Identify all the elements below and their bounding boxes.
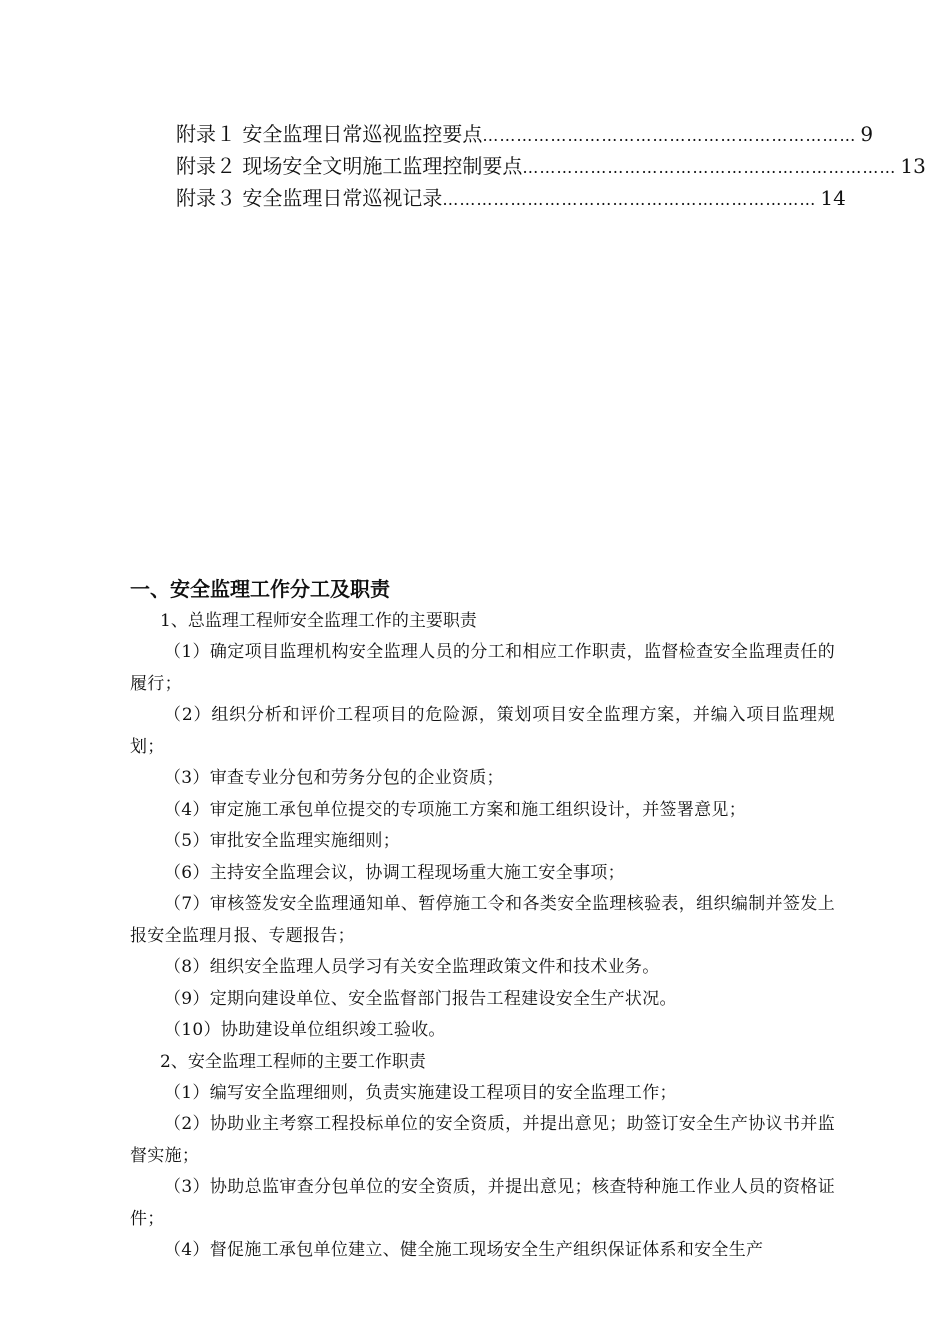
toc-entry-label: 附录２ 现场安全文明施工监理控制要点 [176,154,523,178]
section-heading: 一、安全监理工作分工及职责 [130,577,390,601]
toc-entry-appendix-1[interactable] [176,118,874,150]
duty-item: （2）组织分析和评价工程项目的危险源，策划项目安全监理方案，并编入项目监理规划； [130,705,835,757]
duty-item: （4）审定施工承包单位提交的专项施工方案和施工组织设计，并签署意见； [164,799,747,820]
toc-leader-dots: ………………………………………………………… [522,158,897,177]
duty-item: （1）编写安全监理细则，负责实施建设工程项目的安全监理工作； [164,1082,677,1103]
document-body [130,572,835,1267]
duty-item: （9）定期向建设单位、安全监督部门报告工程建设安全生产状况。 [164,988,677,1009]
toc-leader-dots: ………………………………………………………… [442,190,817,209]
duty-item: （8）组织安全监理人员学习有关安全监理政策文件和技术业务。 [164,957,660,977]
subsection-heading-chief-engineer: 1、总监理工程师安全监理工作的主要职责 [160,611,477,631]
duty-item: （2）协助业主考察工程投标单位的安全资质，并提出意见；助签订安全生产协议书并监督实施； [130,1114,835,1166]
appendix-toc [176,118,926,214]
duty-item: （5）审批安全监理实施细则； [164,831,401,851]
duty-item: （3）审查专业分包和劳务分包的企业资质； [164,768,504,788]
toc-page-number: 14 [820,186,846,210]
toc-leader-dots: ………………………………………………………… [482,126,857,145]
toc-entry-appendix-3[interactable] [176,182,846,214]
toc-page-number: 9 [860,122,874,146]
toc-page-number: 13 [900,154,926,178]
toc-entry-appendix-2[interactable] [176,150,926,182]
duty-item: （10）协助建设单位组织竣工验收。 [164,1020,446,1040]
toc-entry-label: 附录３ 安全监理日常巡视记录 [176,186,443,210]
duty-item: （6）主持安全监理会议，协调工程现场重大施工安全事项； [164,862,625,883]
duty-item: （3）协助总监审查分包单位的安全资质，并提出意见；核查特种施工作业人员的资格证件； [130,1177,835,1229]
duty-item: （1）确定项目监理机构安全监理人员的分工和相应工作职责，监督检查安全监理责任的履行； [130,642,835,694]
duty-item: （7）审核签发安全监理通知单、暂停施工令和各类安全监理核验表，组织编制并签发上报安全监理月报、专题报告； [130,894,835,946]
duty-item: （4）督促施工承包单位建立、健全施工现场安全生产组织保证体系和安全生产 [164,1240,764,1260]
toc-entry-label: 附录１ 安全监理日常巡视监控要点 [176,122,483,146]
subsection-heading-safety-engineer: 2、安全监理工程师的主要工作职责 [160,1051,426,1072]
